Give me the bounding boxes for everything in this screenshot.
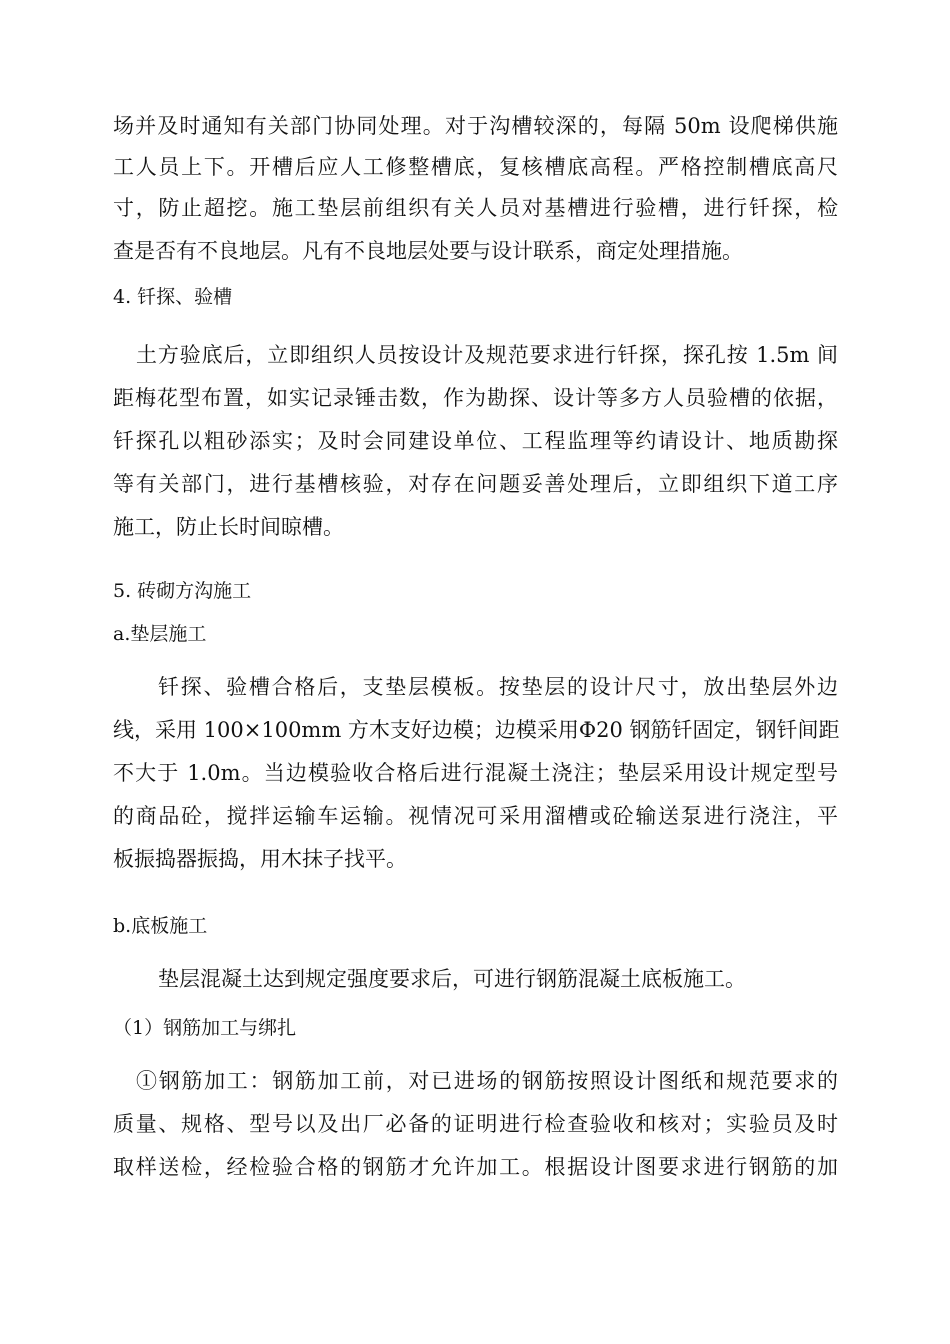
subsection-heading-b: b.底板施工 xyxy=(113,915,208,937)
paragraph-line: 土方验底后，立即组织人员按设计及规范要求进行钎探，探孔按 1.5m 间 xyxy=(136,343,838,367)
paragraph-line: 钎探孔以粗砂添实；及时会同建设单位、工程监理等约请设计、地质勘探 xyxy=(113,429,838,453)
paragraph-line: 取样送检，经检验合格的钢筋才允许加工。根据设计图要求进行钢筋的加 xyxy=(113,1155,838,1179)
paragraph-line: 钎探、验槽合格后，支垫层模板。按垫层的设计尺寸，放出垫层外边 xyxy=(158,675,838,699)
paragraph-line: 场并及时通知有关部门协同处理。对于沟槽较深的，每隔 50m 设爬梯供施 xyxy=(113,114,838,138)
section-heading-4: 4. 钎探、验槽 xyxy=(113,286,233,308)
paragraph-line: 的商品砼，搅拌运输车运输。视情况可采用溜槽或砼输送泵进行浇注，平 xyxy=(113,804,838,828)
paragraph-line: 查是否有不良地层。凡有不良地层处要与设计联系，商定处理措施。 xyxy=(113,239,743,263)
paragraph-line: 线，采用 100×100mm 方木支好边模；边模采用Φ20 钢筋钎固定，钢钎间距 xyxy=(113,718,840,742)
paragraph-line: 板振捣器振捣，用木抹子找平。 xyxy=(113,847,407,871)
paragraph-line: 工人员上下。开槽后应人工修整槽底，复核槽底高程。严格控制槽底高尺 xyxy=(113,155,838,179)
subsection-heading-a: a.垫层施工 xyxy=(113,623,207,645)
paragraph-line: 垫层混凝土达到规定强度要求后，可进行钢筋混凝土底板施工。 xyxy=(158,967,746,991)
paragraph-line: 质量、规格、型号以及出厂必备的证明进行检查验收和核对；实验员及时 xyxy=(113,1112,838,1136)
paragraph-line: 施工，防止长时间晾槽。 xyxy=(113,515,344,539)
paragraph-line: ①钢筋加工：钢筋加工前，对已进场的钢筋按照设计图纸和规范要求的 xyxy=(136,1069,838,1093)
paragraph-line: 距梅花型布置，如实记录锤击数，作为勘探、设计等多方人员验槽的依据， xyxy=(113,386,838,410)
item-heading-1: （1）钢筋加工与绑扎 xyxy=(113,1017,297,1039)
paragraph-line: 不大于 1.0m。当边模验收合格后进行混凝土浇注；垫层采用设计规定型号 xyxy=(113,761,838,785)
paragraph-line: 等有关部门，进行基槽核验，对存在问题妥善处理后，立即组织下道工序 xyxy=(113,472,838,496)
paragraph-line: 寸，防止超挖。施工垫层前组织有关人员对基槽进行验槽，进行钎探，检 xyxy=(113,196,838,220)
section-heading-5: 5. 砖砌方沟施工 xyxy=(113,580,252,602)
